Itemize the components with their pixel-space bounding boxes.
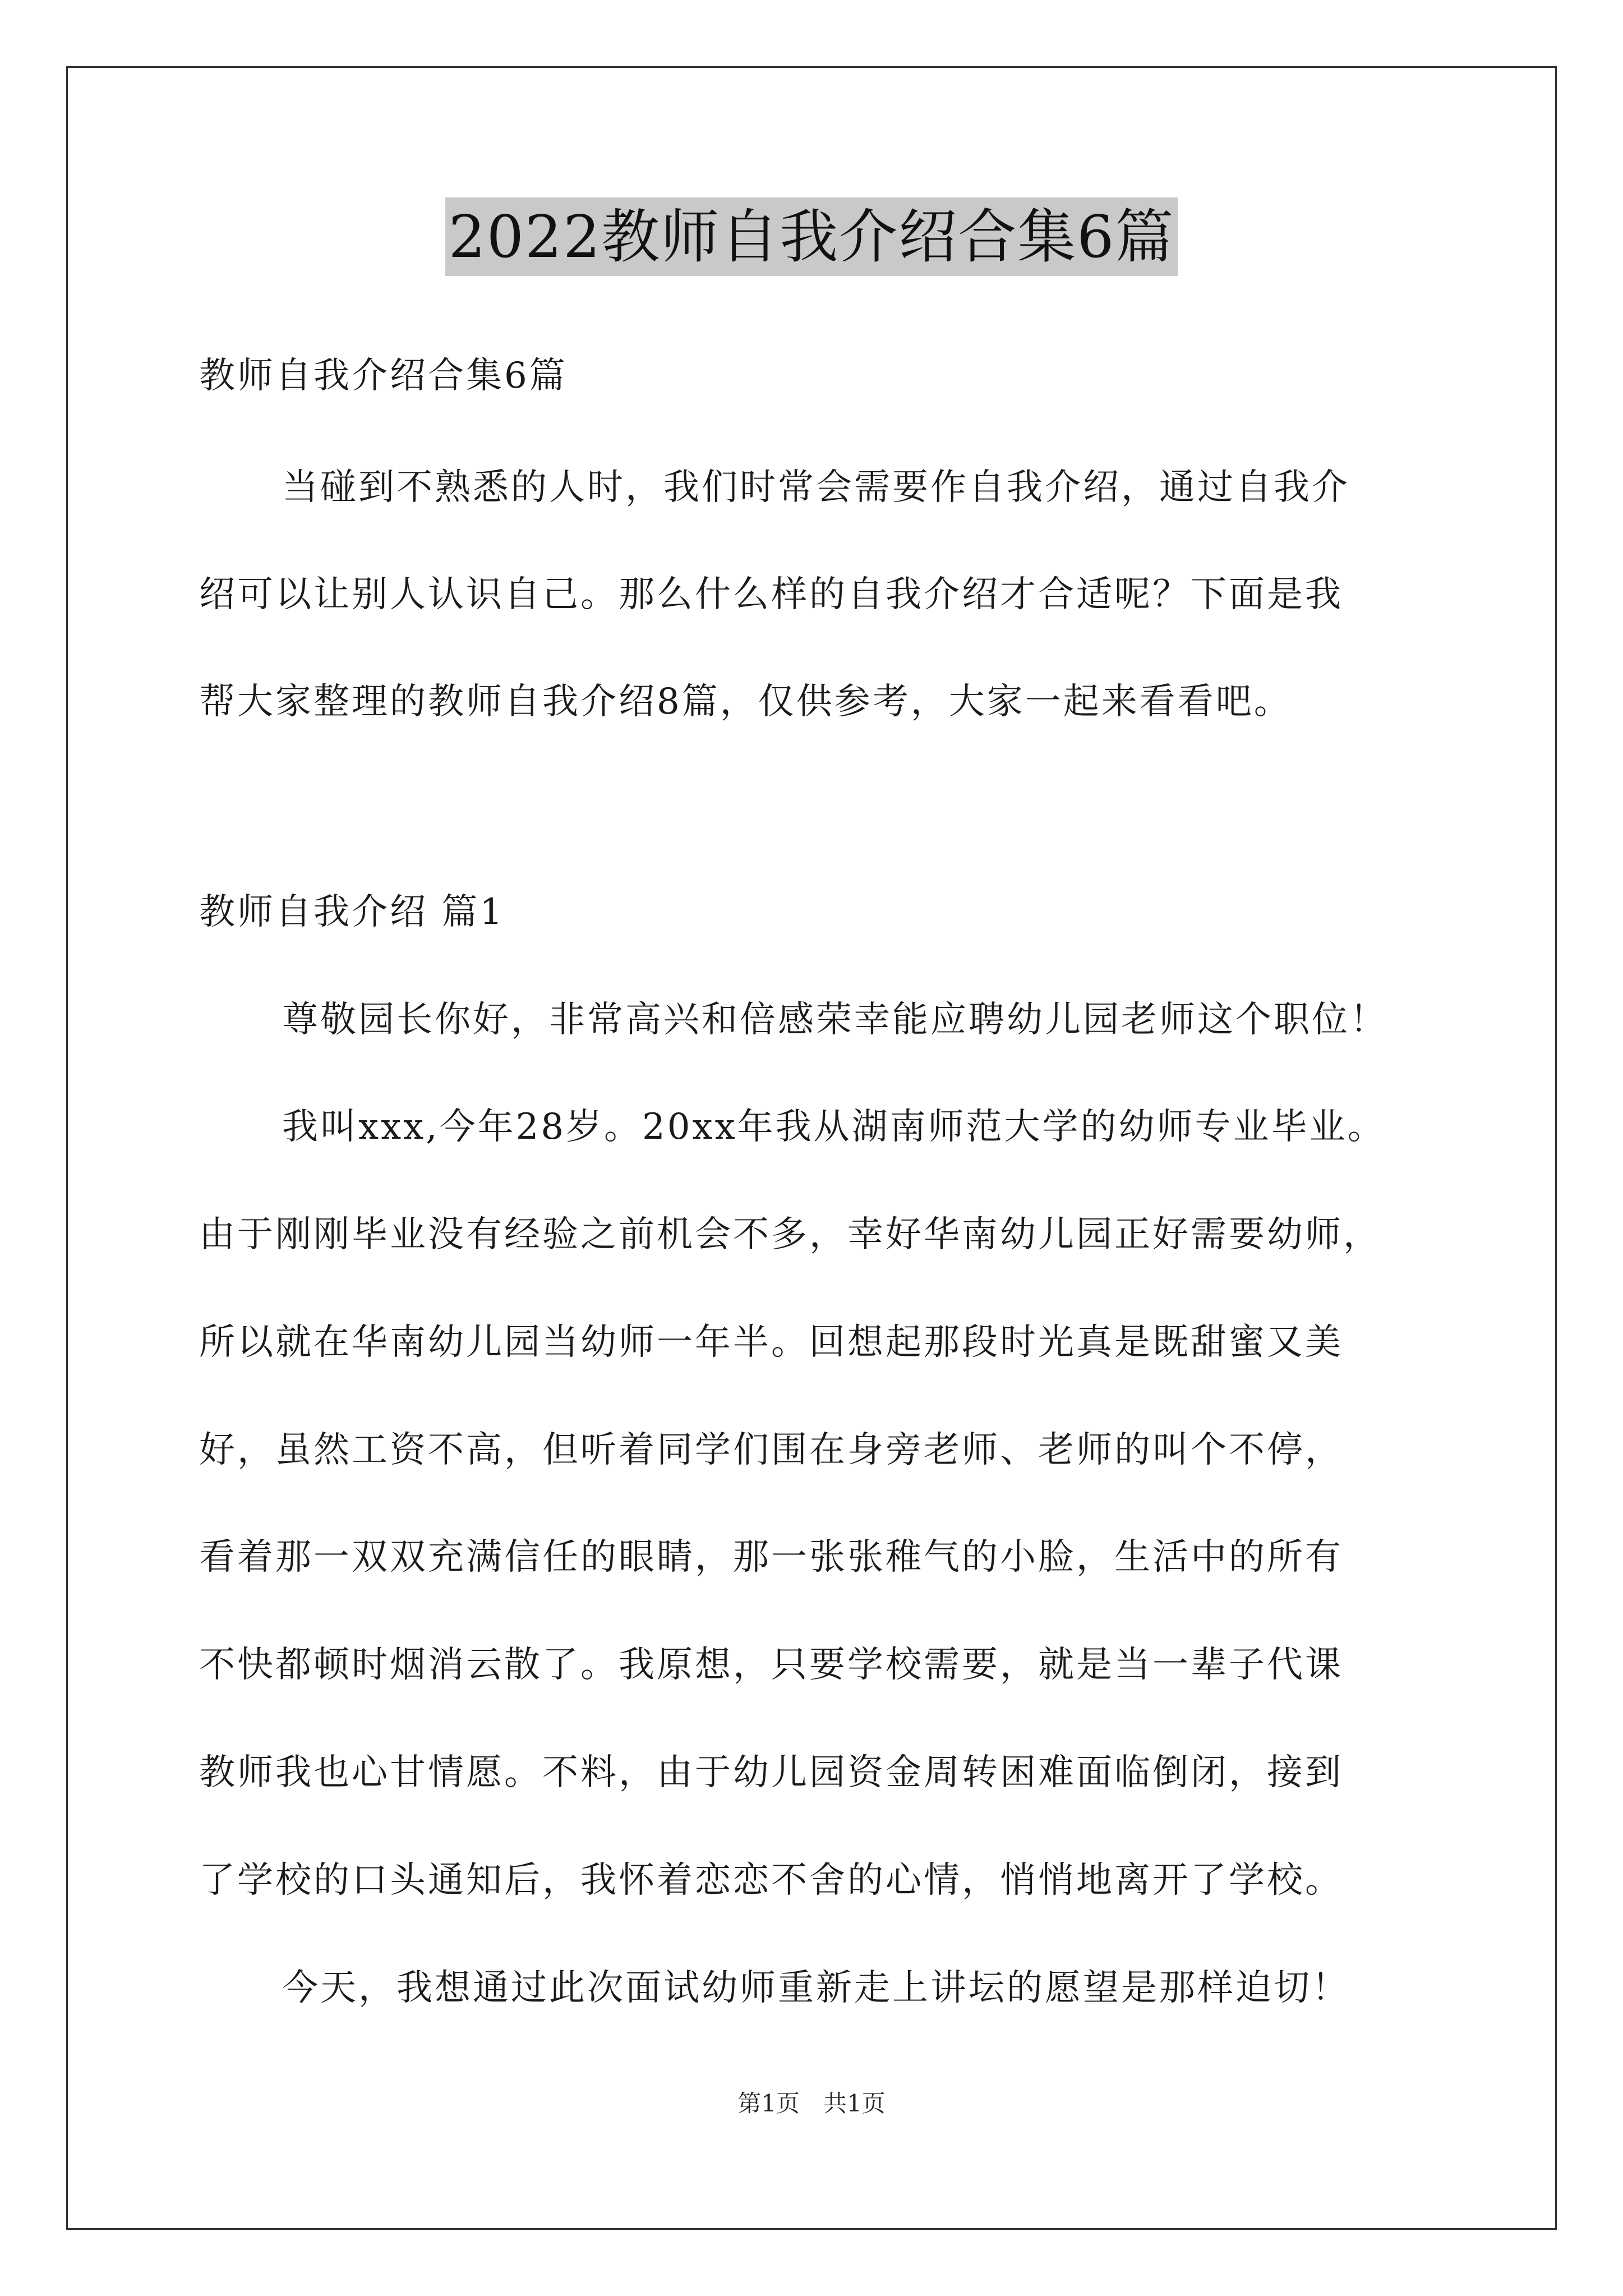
paragraph-line: 我叫xxx,今年28岁。20xx年我从湖南师范大学的幼师专业毕业。 (282, 1106, 1386, 1148)
paragraph-line: 由于刚刚毕业没有经验之前机会不多，幸好华南幼儿园正好需要幼师， (199, 1214, 1381, 1255)
paragraph-line: 不快都顿时烟消云散了。我原想，只要学校需要，就是当一辈子代课 (199, 1644, 1343, 1686)
subtitle-line: 教师自我介绍合集6篇 (199, 355, 568, 397)
page-footer: 第1页 共1页 (737, 2090, 886, 2117)
paragraph-line: 好，虽然工资不高，但听着同学们围在身旁老师、老师的叫个不停， (199, 1429, 1343, 1471)
paragraph-line: 看着那一双双充满信任的眼睛，那一张张稚气的小脸，生活中的所有 (199, 1536, 1343, 1578)
paragraph-line: 教师我也心甘情愿。不料，由于幼儿园资金周转困难面临倒闭，接到 (199, 1752, 1343, 1793)
paragraph-line: 帮大家整理的教师自我介绍8篇，仅供参考，大家一起来看看吧。 (199, 681, 1292, 723)
paragraph-line: 今天，我想通过此次面试幼师重新走上讲坛的愿望是那样迫切！ (282, 1967, 1350, 2009)
paragraph-line: 当碰到不熟悉的人时，我们时常会需要作自我介绍，通过自我介 (282, 467, 1350, 508)
paragraph-line: 所以就在华南幼儿园当幼师一年半。回想起那段时光真是既甜蜜又美 (199, 1322, 1343, 1363)
section-heading: 教师自我介绍 篇1 (199, 891, 505, 933)
paragraph-line: 尊敬园长你好，非常高兴和倍感荣幸能应聘幼儿园老师这个职位！ (282, 999, 1388, 1041)
paragraph-line: 了学校的口头通知后，我怀着恋恋不舍的心情，悄悄地离开了学校。 (199, 1860, 1343, 1901)
document-title: 2022教师自我介绍合集6篇 (445, 197, 1178, 276)
title-container (0, 197, 1623, 276)
paragraph-line: 绍可以让别人认识自己。那么什么样的自我介绍才合适呢？下面是我 (199, 574, 1343, 615)
